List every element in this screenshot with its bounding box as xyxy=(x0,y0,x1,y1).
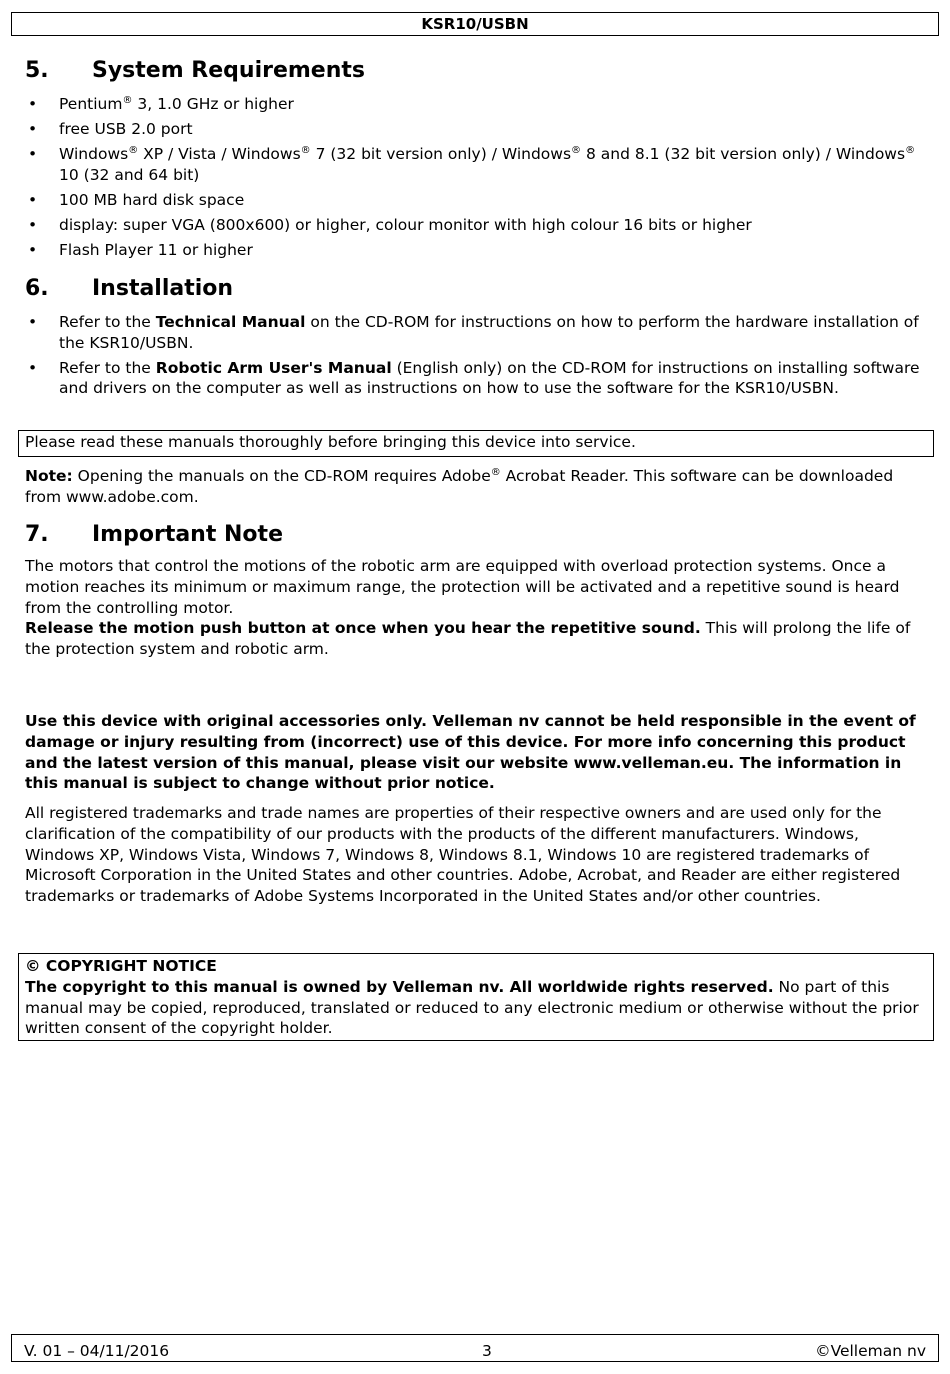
bullet-icon: • xyxy=(28,190,38,209)
bullet-icon: • xyxy=(28,358,38,377)
trademarks-paragraph: All registered trademarks and trade names are properties of their respective owners and are used only for the clarification of the compatibility of our products with the products of the different manufacturers. Windows, Windows XP, Windows Vista, Windows 7, Windows 8, Windows 8.1, Windows 10 are registered trademarks of Microsoft Corporation in the United States and other countries. Adobe, Acrobat, and Reader are either registered trademarks or trademarks of Adobe Systems Incorporated in the United States and/or other countries. xyxy=(25,804,901,906)
section-title: Installation xyxy=(92,276,234,301)
note-label: Note: xyxy=(25,467,73,485)
note-paragraph: Note: Opening the manuals on the CD-ROM requires Adobe® Acrobat Reader. This software can be downloaded from www.adobe.com. xyxy=(25,466,894,506)
page-number: 3 xyxy=(482,1342,492,1360)
section-number: 5. xyxy=(25,58,49,83)
footer-owner: ©Velleman nv xyxy=(815,1342,926,1360)
section-number: 7. xyxy=(25,522,49,547)
copyright-box: © COPYRIGHT NOTICE The copyright to this manual is owned by Velleman nv. All worldwide rights reserved. No part of this manual may be copied, reproduced, translated or reduced to any electronic medium or otherwise without the prior written consent of the copyright holder. xyxy=(18,953,934,1041)
notice-box xyxy=(18,430,934,457)
section-6-heading xyxy=(25,275,233,303)
section-number: 6. xyxy=(25,276,49,301)
list-item: • Refer to the Technical Manual on the CD-ROM for instructions on how to perform the hardware installation of the KSR10/USBN. xyxy=(28,313,919,352)
section-5-heading xyxy=(25,57,365,85)
footer-version: V. 01 – 04/11/2016 xyxy=(24,1342,170,1360)
list-item: • Windows® XP / Vista / Windows® 7 (32 bit version only) / Windows® 8 and 8.1 (32 bit version only) / Windows® 10 (32 and 64 bit) xyxy=(28,144,916,184)
header-title: KSR10/USBN xyxy=(421,15,529,33)
bullet-icon: • xyxy=(28,145,38,163)
list-item: • 100 MB hard disk space xyxy=(28,190,245,209)
system-requirements-list xyxy=(25,94,930,265)
copyright-heading: © COPYRIGHT NOTICE xyxy=(25,957,217,975)
bullet-icon: • xyxy=(28,120,38,138)
important-note-paragraph: The motors that control the motions of the robotic arm are equipped with overload protection systems. Once a motion reaches its minimum or maximum range, the protection will be activated and a repetitive sound is heard from the controlling motor. Release the motion push button at once when you hear the repetitive sound. This will prolong the life of the protection system and robotic arm. xyxy=(25,557,911,659)
section-title: Important Note xyxy=(92,522,283,547)
list-item: • Flash Player 11 or higher xyxy=(28,240,253,259)
bullet-icon: • xyxy=(28,95,38,113)
list-item: • free USB 2.0 port xyxy=(28,120,193,138)
disclaimer-paragraph: Use this device with original accessories only. Velleman nv cannot be held responsible in the event of damage or injury resulting from (incorrect) use of this device. For more info concerning this product and the latest version of this manual, please visit our website www.velleman.eu. The information in this manual is subject to change without prior notice. xyxy=(25,712,916,793)
installation-list xyxy=(25,312,930,403)
section-7-heading xyxy=(25,521,283,549)
bullet-icon: • xyxy=(28,240,38,259)
list-item: • Refer to the Robotic Arm User's Manual (English only) on the CD-ROM for instructions on installing software and drivers on the computer as well as instructions on how to use the software for the KSR10/USBN. xyxy=(28,358,920,397)
bullet-icon: • xyxy=(28,215,38,234)
list-item: • display: super VGA (800x600) or higher, colour monitor with high colour 16 bits or higher xyxy=(28,215,752,234)
list-item: • Pentium® 3, 1.0 GHz or higher xyxy=(28,94,294,113)
page-header xyxy=(11,12,939,36)
section-title: System Requirements xyxy=(92,58,366,83)
bullet-icon: • xyxy=(28,313,38,331)
page-footer xyxy=(11,1334,939,1362)
notice-text: Please read these manuals thoroughly before bringing this device into service. xyxy=(25,433,636,451)
